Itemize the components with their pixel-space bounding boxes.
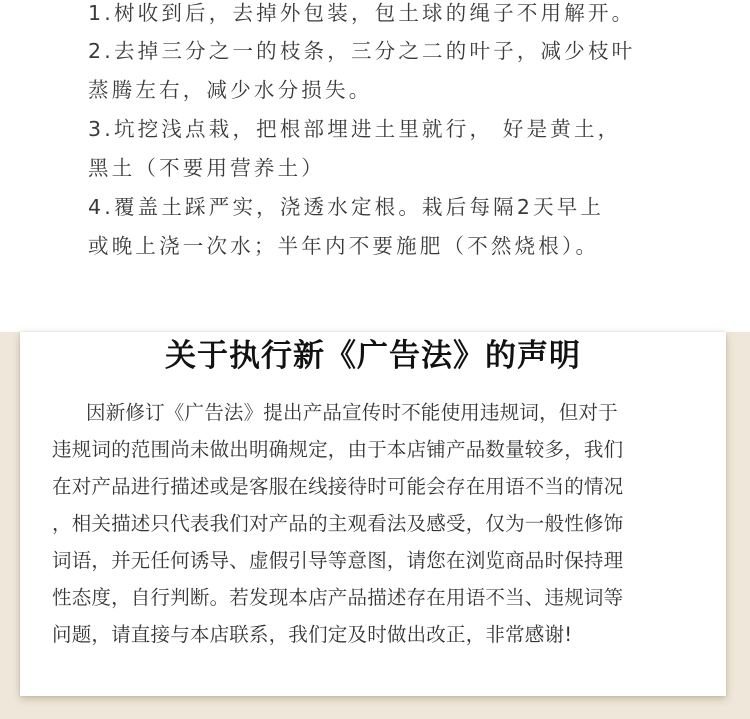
instruction-line-5: 黑土（不要用营养土） [88,156,325,180]
notice-line-6: 性态度，自行判断。若发现本店产品描述存在用语不当、违规词等 [52,586,624,609]
instruction-line-3: 蒸腾左右，减少水分损失。 [88,78,373,102]
instruction-line-1: 1.树收到后，去掉外包装，包土球的绳子不用解开。 [88,1,636,25]
instruction-line-6: 4.覆盖土踩严实，浇透水定根。栽后每隔2天早上 [88,195,605,219]
planting-instructions [0,0,750,332]
notice-line-3: 在对产品进行描述或是客服在线接待时可能会存在用语不当的情况 [52,475,624,498]
instruction-line-4: 3.坑挖浅点栽，把根部埋进土里就行， 好是黄土， [88,117,622,141]
notice-card [20,332,726,696]
notice-title: 关于执行新《广告法》的声明 [165,338,581,374]
instruction-line-7: 或晚上浇一次水；半年内不要施肥（不然烧根）。 [88,234,600,258]
notice-line-1: 因新修订《广告法》提出产品宣传时不能使用违规词，但对于 [86,401,618,424]
notice-line-2: 违规词的范围尚未做出明确规定，由于本店铺产品数量较多，我们 [52,438,624,461]
notice-line-4: ，相关描述只代表我们对产品的主观看法及感受，仅为一般性修饰 [52,512,624,535]
notice-line-5: 词语，并无任何诱导、虚假引导等意图，请您在浏览商品时保持理 [52,549,624,572]
notice-panel [0,332,750,719]
instruction-line-2: 2.去掉三分之一的枝条，三分之二的叶子，减少枝叶 [88,39,636,63]
notice-line-7: 问题，请直接与本店联系，我们定及时做出改正，非常感谢! [52,623,573,646]
